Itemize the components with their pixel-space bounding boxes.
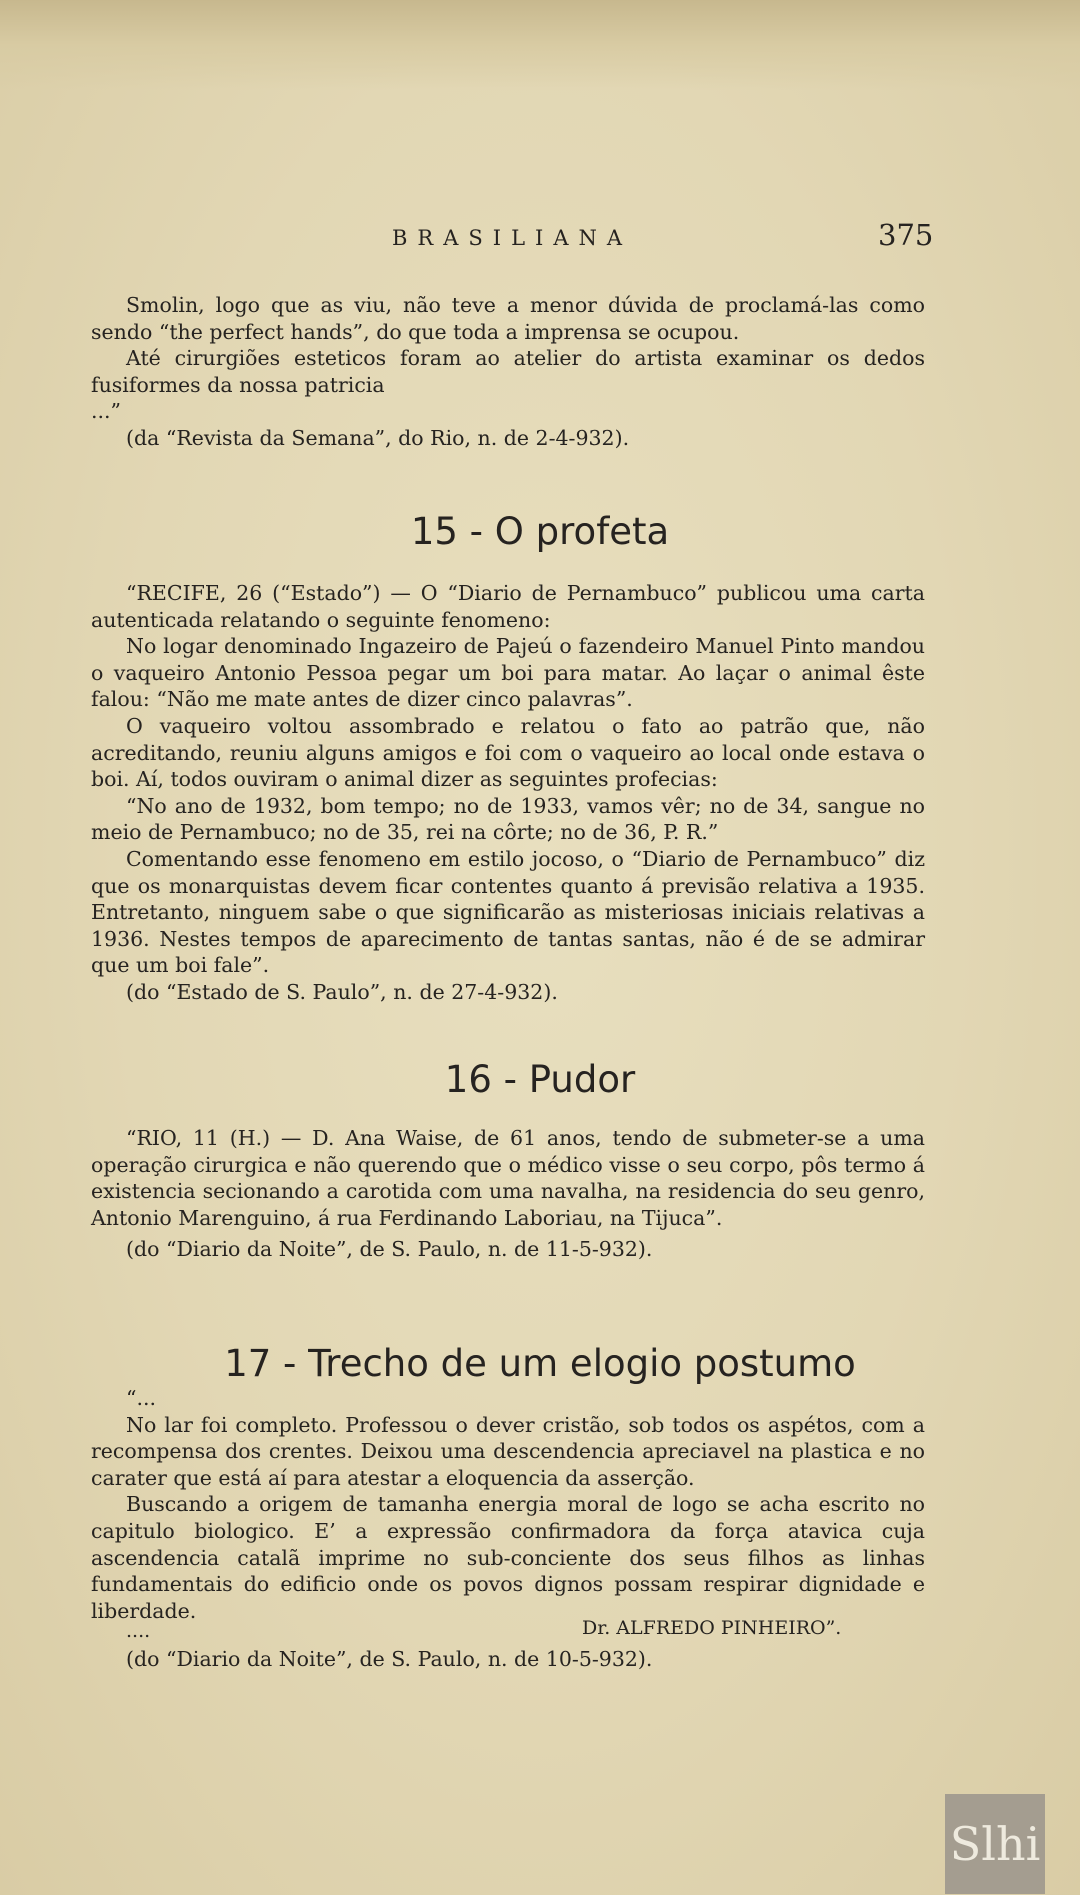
- paragraph: Até cirurgiões esteticos foram ao atelier do artista examinar os dedos fusiformes da nossa patricia: [91, 346, 925, 397]
- section-15-body: [91, 580, 925, 1006]
- paragraph: “RIO, 11 (H.) — D. Ana Waise, de 61 anos, tendo de submeter-se a uma operação cirurgica e não querendo que o médico visse o seu corpo, pôs termo á existencia secionando a carotida com uma navalha, na residencia do seu genro, Antonio Marenguino, á rua Ferdinando Laboriau, na Tijuca”.: [91, 1126, 925, 1230]
- quote-end: ...”: [91, 399, 122, 424]
- continued-quote-block: [91, 292, 925, 452]
- source-citation: (do “Estado de S. Paulo”, n. de 27-4-932).: [126, 979, 558, 1004]
- ellipsis: ....: [126, 1620, 151, 1642]
- source-citation: (da “Revista da Semana”, do Rio, n. de 2-4-932).: [126, 425, 630, 450]
- page-header: [0, 218, 1080, 258]
- library-logo: Slhi: [945, 1794, 1045, 1894]
- source-citation: (do “Diario da Noite”, de S. Paulo, n. de 10-5-932).: [126, 1647, 653, 1671]
- section-17-source: [91, 1646, 925, 1673]
- source-citation: (do “Diario da Noite”, de S. Paulo, n. de 11-5-932).: [126, 1237, 653, 1262]
- section-17-body: [91, 1385, 925, 1624]
- paragraph: “No ano de 1932, bom tempo; no de 1933, vamos vêr; no de 34, sangue no meio de Pernambuco; no de 35, rei na côrte; no de 36, P. R.”: [91, 793, 925, 845]
- running-title: BRASILIANA: [392, 226, 633, 250]
- paragraph: O vaqueiro voltou assombrado e relatou o fato ao patrão que, não acreditando, reuniu alguns amigos e foi com o vaqueiro ao local onde estava o boi. Aí, todos ouviram o animal dizer as seguintes profecias:: [91, 713, 925, 792]
- section-heading-15: 15 - O profeta: [410, 510, 670, 553]
- paragraph: Buscando a origem de tamanha energia moral de logo se acha escrito no capitulo biologico. E’ a expressão confirmadora da força atavica cuja ascendencia catalã imprime no sub-conciente dos seus filhos as linhas fundamentais do edificio onde os povos dignos possam respirar dignidade e liberdade.: [91, 1492, 925, 1623]
- paragraph: Smolin, logo que as viu, não teve a menor dúvida de proclamá-las como sendo “the perfect hands”, do que toda a imprensa se ocupou.: [91, 293, 925, 344]
- section-heading-17: 17 - Trecho de um elogio postumo: [224, 1342, 856, 1385]
- paragraph: “RECIFE, 26 (“Estado”) — O “Diario de Pernambuco” publicou uma carta autenticada relatando o seguinte fenomeno:: [91, 581, 925, 632]
- section-16-body: [91, 1125, 925, 1263]
- paragraph: No logar denominado Ingazeiro de Pajeú o fazendeiro Manuel Pinto mandou o vaqueiro Antonio Pessoa pegar um boi para matar. Ao laçar o animal êste falou: “Não me mate antes de dizer cinco palavras”.: [91, 634, 925, 712]
- page-number: 375: [878, 218, 934, 252]
- section-heading-16: 16 - Pudor: [444, 1058, 636, 1101]
- paragraph: No lar foi completo. Professou o dever cristão, sob todos os aspétos, com a recompensa dos crentes. Deixou uma descendencia apreciavel na plastica e no carater que está aí para atestar a eloquencia da asserção.: [91, 1412, 925, 1490]
- paragraph: Comentando esse fenomeno em estilo jocoso, o “Diario de Pernambuco” diz que os monarquistas devem ficar contentes quanto á previsão relativa a 1935. Entretanto, ninguem sabe o que significarão as misteriosas iniciais relativas a 1936. Nestes tempos de aparecimento de tantas santas, não é de se admirar que um boi fale”.: [91, 846, 925, 978]
- signature: Dr. ALFREDO PINHEIRO”.: [582, 1617, 842, 1639]
- quote-opening: “...: [126, 1386, 157, 1410]
